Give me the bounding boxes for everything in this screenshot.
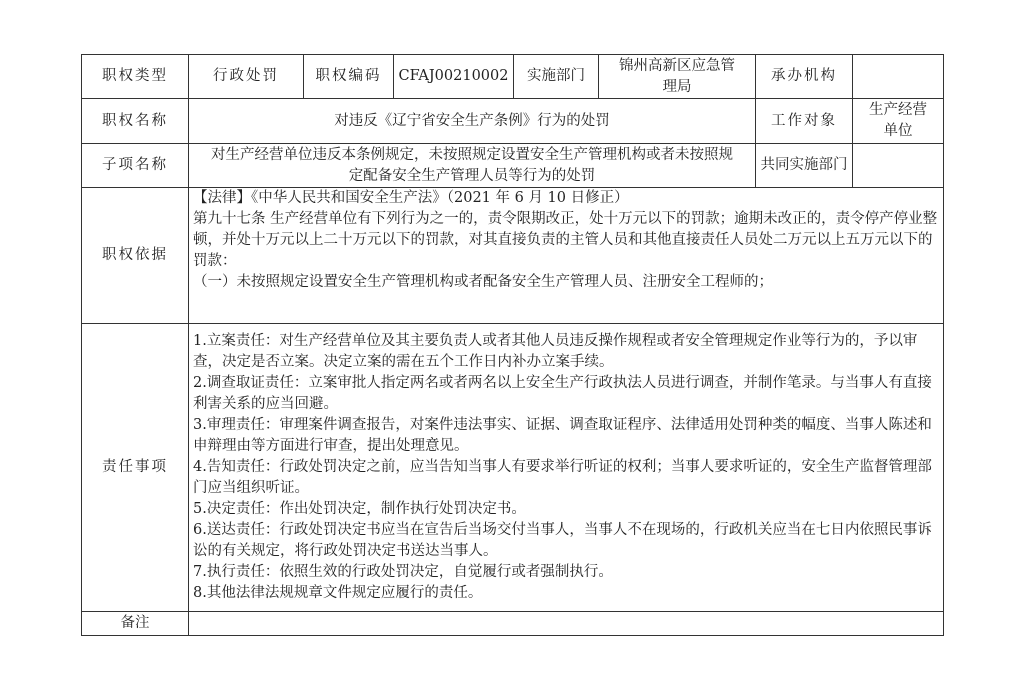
joint-label: 共同实施部门 bbox=[756, 144, 853, 188]
sub-label: 子项名称 bbox=[82, 144, 189, 188]
sub-value: 对生产经营单位违反本条例规定，未按照规定设置安全生产管理机构或者未按照规定配备安全生产管理人员等行为的处罚 bbox=[189, 144, 756, 188]
type-value: 行政处罚 bbox=[189, 55, 304, 99]
org-label: 承办机构 bbox=[756, 55, 853, 99]
duties-label: 责任事项 bbox=[82, 324, 189, 612]
code-label: 职权编码 bbox=[304, 55, 394, 99]
joint-value bbox=[853, 144, 944, 188]
duty-item: 7.执行责任：依照生效的行政处罚决定，自觉履行或者强制执行。 bbox=[193, 564, 613, 580]
duty-item: 6.送达责任：行政处罚决定书应当在宣告后当场交付当事人，当事人不在现场的，行政机关应当在七日内依照民事诉讼的有关规定，将行政处罚决定书送达当事人。 bbox=[193, 522, 932, 559]
code-value: CFAJ00210002 bbox=[394, 55, 514, 99]
basis-label: 职权依据 bbox=[82, 188, 189, 324]
object-label: 工作对象 bbox=[756, 99, 853, 144]
duty-item: 4.告知责任：行政处罚决定之前，应当告知当事人有要求举行听证的权利；当事人要求听证的，安全生产监督管理部门应当组织听证。 bbox=[193, 459, 932, 496]
duties-content bbox=[189, 324, 944, 612]
basis-line: 第九十七条 生产经营单位有下列行为之一的，责令限期改正，处十万元以下的罚款；逾期未改正的，责令停产停业整顿，并处十万元以上二十万元以下的罚款，对其直接负责的主管人员和其他直接责任人员处二万元以上五万元以下的罚款： bbox=[193, 211, 938, 269]
duty-item: 8.其他法律法规规章文件规定应履行的责任。 bbox=[193, 585, 483, 601]
dept-label: 实施部门 bbox=[514, 55, 599, 99]
duty-item: 5.决定责任：作出处罚决定，制作执行处罚决定书。 bbox=[193, 501, 526, 517]
duty-item: 2.调查取证责任：立案审批人指定两名或者两名以上安全生产行政执法人员进行调查，并制作笔录。与当事人有直接利害关系的应当回避。 bbox=[193, 375, 932, 412]
remarks-value bbox=[189, 612, 944, 636]
type-label: 职权类型 bbox=[82, 55, 189, 99]
remarks-label: 备注 bbox=[82, 612, 189, 636]
authority-table bbox=[81, 54, 944, 636]
object-value: 生产经营单位 bbox=[853, 99, 944, 144]
basis-content bbox=[189, 188, 944, 324]
dept-value: 锦州高新区应急管理局 bbox=[599, 55, 756, 99]
duty-item: 1.立案责任：对生产经营单位及其主要负责人或者其他人员违反操作规程或者安全管理规定作业等行为的，予以审查，决定是否立案。决定立案的需在五个工作日内补办立案手续。 bbox=[193, 333, 918, 370]
basis-line: （一）未按照规定设置安全生产管理机构或者配备安全生产管理人员、注册安全工程师的； bbox=[193, 274, 773, 290]
duty-item: 3.审理责任：审理案件调查报告，对案件违法事实、证据、调查取证程序、法律适用处罚种类的幅度、当事人陈述和申辩理由等方面进行审查，提出处理意见。 bbox=[193, 417, 932, 454]
basis-line: 【法律】《中华人民共和国安全生产法》（2021 年 6 月 10 日修正） bbox=[193, 190, 629, 206]
name-value: 对违反《辽宁省安全生产条例》行为的处罚 bbox=[189, 99, 756, 144]
org-value bbox=[853, 55, 944, 99]
name-label: 职权名称 bbox=[82, 99, 189, 144]
